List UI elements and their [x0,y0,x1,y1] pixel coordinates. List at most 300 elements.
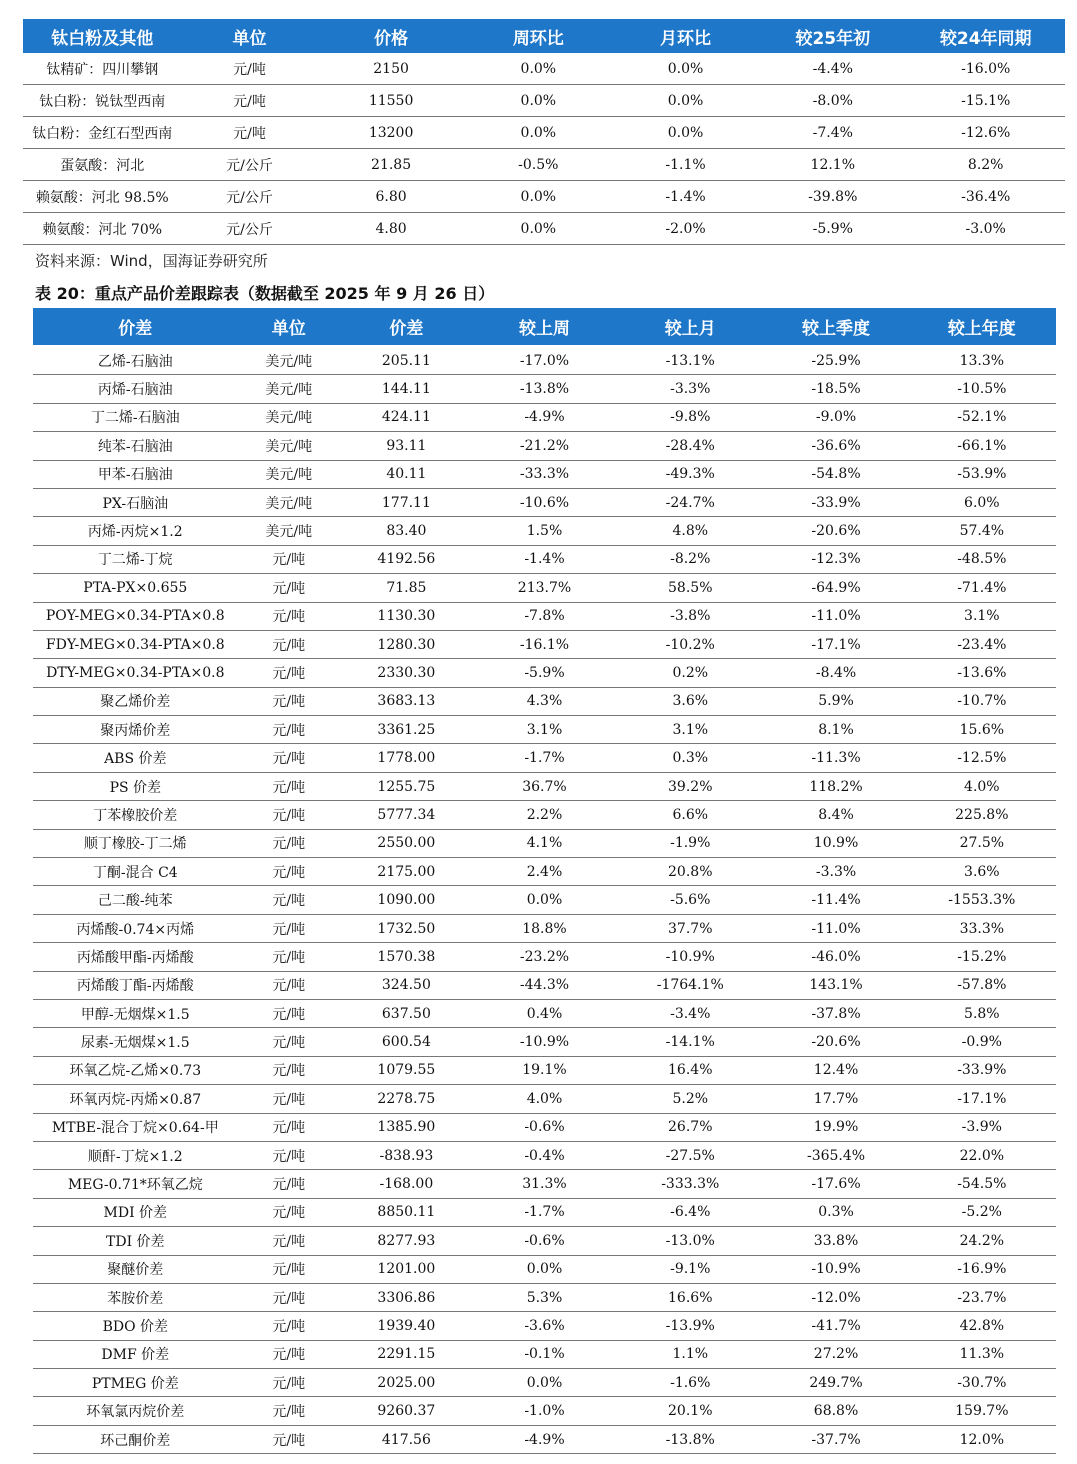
table-cell: 元/吨 [238,574,340,602]
column-header: 较24年同期 [906,19,1065,53]
column-header: 价差 [33,308,238,346]
table-row [23,53,1065,85]
price-spread-table [33,308,1056,1454]
column-header: 钛白粉及其他 [23,19,182,53]
table-cell: -71.4% [908,574,1056,602]
table-cell: 8.4% [764,801,907,829]
table-cell: 118.2% [764,772,907,800]
table-cell: 钛白粉：金红石型西南 [23,117,182,149]
table-cell: 27.2% [764,1340,907,1368]
table-row [23,149,1065,181]
table-cell: 1255.75 [340,772,473,800]
table-row [33,659,1056,687]
table-cell: 177.11 [340,488,473,516]
table-cell: 环氧乙烷-乙烯×0.73 [33,1056,238,1084]
table-cell: 元/吨 [238,1255,340,1283]
table-row [33,687,1056,715]
table-cell: -11.3% [764,744,907,772]
table-cell: 丙烯酸甲酯-丙烯酸 [33,943,238,971]
table-row [23,181,1065,213]
table-cell: -0.6% [473,1227,616,1255]
table-cell: 71.85 [340,574,473,602]
table-cell: 18.8% [473,914,616,942]
column-header: 月环比 [612,19,759,53]
table-row [33,403,1056,431]
table-cell: 424.11 [340,403,473,431]
table-cell: 丁二烯-丁烷 [33,545,238,573]
table-cell: 20.1% [616,1397,764,1425]
table-cell: 元/吨 [238,1056,340,1084]
table-cell: 19.1% [473,1056,616,1084]
table-cell: -3.0% [906,213,1065,245]
table-cell: 324.50 [340,971,473,999]
column-header: 较上周 [473,308,616,346]
table-cell: -1.7% [473,744,616,772]
table-cell: MEG-0.71*环氧乙烷 [33,1170,238,1198]
column-header: 较上年度 [908,308,1056,346]
table-row [33,517,1056,545]
table-cell: 2550.00 [340,829,473,857]
table-cell: 13200 [317,117,464,149]
table-header-row [23,19,1065,53]
table-cell: -10.9% [473,1028,616,1056]
table-cell: 4.0% [908,772,1056,800]
table-cell: 4.3% [473,687,616,715]
table-row [33,716,1056,744]
table-cell: 赖氨酸：河北 70% [23,213,182,245]
table-cell: -17.6% [764,1170,907,1198]
table-cell: -30.7% [908,1369,1056,1397]
table-cell: -1.6% [616,1369,764,1397]
table-cell: 20.8% [616,858,764,886]
table-cell: 元/公斤 [182,149,318,181]
table-cell: -44.3% [473,971,616,999]
table-row [33,432,1056,460]
table-row [33,488,1056,516]
table-cell: -333.3% [616,1170,764,1198]
table-cell: MDI 价差 [33,1198,238,1226]
table-cell: -33.9% [764,488,907,516]
table-cell: 21.85 [317,149,464,181]
column-header: 价格 [317,19,464,53]
table-row [33,1113,1056,1141]
table-cell: -2.0% [612,213,759,245]
table-cell: 225.8% [908,801,1056,829]
table-cell: 元/吨 [238,659,340,687]
table-cell: -365.4% [764,1141,907,1169]
table-cell: 0.0% [612,85,759,117]
table-cell: 0.3% [764,1198,907,1226]
table-cell: 9260.37 [340,1397,473,1425]
table-row [33,574,1056,602]
table-cell: -1.7% [473,1198,616,1226]
table-cell: 33.8% [764,1227,907,1255]
table-row [33,829,1056,857]
column-header: 周环比 [465,19,612,53]
table-cell: -16.9% [908,1255,1056,1283]
table-cell: -1.4% [473,545,616,573]
table-cell: 5.8% [908,999,1056,1027]
table-row [33,1227,1056,1255]
table-cell: -3.3% [616,375,764,403]
table-cell: -21.2% [473,432,616,460]
table-cell: MTBE-混合丁烷×0.64-甲 [33,1113,238,1141]
table-cell: 12.1% [759,149,906,181]
table-cell: 68.8% [764,1397,907,1425]
table-row [33,346,1056,375]
table-cell: -5.2% [908,1198,1056,1226]
table-cell: 249.7% [764,1369,907,1397]
titanium-dioxide-price-table [23,19,1065,245]
table-cell: 12.4% [764,1056,907,1084]
table-cell: 0.0% [465,117,612,149]
table-cell: 3306.86 [340,1283,473,1311]
table-cell: -168.00 [340,1170,473,1198]
table-cell: 3.6% [908,858,1056,886]
table-cell: -33.3% [473,460,616,488]
table-cell: 美元/吨 [238,432,340,460]
table-cell: -838.93 [340,1141,473,1169]
table-cell: 元/吨 [238,1312,340,1340]
table-cell: -3.8% [616,602,764,630]
table-cell: 8277.93 [340,1227,473,1255]
table-cell: 元/公斤 [182,213,318,245]
table-cell: 元/吨 [238,602,340,630]
table-cell: -11.0% [764,602,907,630]
table-cell: 19.9% [764,1113,907,1141]
table-cell: -12.0% [764,1283,907,1311]
table-header-row [33,308,1056,346]
table-cell: 蛋氨酸：河北 [23,149,182,181]
table-cell: -1.0% [473,1397,616,1425]
table-cell: 159.7% [908,1397,1056,1425]
table-cell: 1280.30 [340,630,473,658]
table-row [33,914,1056,942]
table-cell: -12.3% [764,545,907,573]
table-cell: -3.4% [616,999,764,1027]
table-row [33,602,1056,630]
table-cell: 5.3% [473,1283,616,1311]
table-cell: 己二酸-纯苯 [33,886,238,914]
table-cell: -11.4% [764,886,907,914]
table-cell: 元/吨 [238,914,340,942]
table-cell: 元/吨 [238,1369,340,1397]
table-cell: -16.0% [906,53,1065,85]
table-cell: -13.0% [616,1227,764,1255]
table-cell: 3.1% [908,602,1056,630]
table-cell: 0.0% [465,181,612,213]
table-cell: -49.3% [616,460,764,488]
table-cell: -23.4% [908,630,1056,658]
table-cell: 3.6% [616,687,764,715]
table-cell: 0.2% [616,659,764,687]
table-cell: 苯胺价差 [33,1283,238,1311]
table-cell: 1939.40 [340,1312,473,1340]
table-cell: 元/吨 [238,1028,340,1056]
table-cell: -8.2% [616,545,764,573]
table-cell: -48.5% [908,545,1056,573]
table-cell: TDI 价差 [33,1227,238,1255]
table-cell: -28.4% [616,432,764,460]
table-cell: 元/吨 [238,1141,340,1169]
table-cell: -0.4% [473,1141,616,1169]
table-cell: 元/吨 [238,801,340,829]
table-cell: 15.6% [908,716,1056,744]
table-row [33,1028,1056,1056]
table-cell: -6.4% [616,1198,764,1226]
table-cell: 58.5% [616,574,764,602]
table-cell: 顺丁橡胶-丁二烯 [33,829,238,857]
table-cell: 2330.30 [340,659,473,687]
table-row [33,630,1056,658]
table-cell: 33.3% [908,914,1056,942]
table-cell: -9.8% [616,403,764,431]
table-cell: 5.2% [616,1085,764,1113]
table-row [33,858,1056,886]
table-cell: 元/公斤 [182,181,318,213]
table-cell: -17.1% [908,1085,1056,1113]
table-cell: -46.0% [764,943,907,971]
table-cell: 元/吨 [238,999,340,1027]
table-row [33,1312,1056,1340]
table-cell: -18.5% [764,375,907,403]
table-cell: 0.0% [465,53,612,85]
table-cell: -10.9% [616,943,764,971]
table-cell: 环己酮价差 [33,1425,238,1453]
table-cell: -8.4% [764,659,907,687]
table-cell: 57.4% [908,517,1056,545]
table-row [33,1397,1056,1425]
table-cell: 2175.00 [340,858,473,886]
table-row [33,772,1056,800]
table-cell: -12.6% [906,117,1065,149]
table-cell: 元/吨 [238,1397,340,1425]
table-row [33,1141,1056,1169]
table-cell: -15.1% [906,85,1065,117]
table-cell: 17.7% [764,1085,907,1113]
table-cell: 甲醇-无烟煤×1.5 [33,999,238,1027]
table-cell: 417.56 [340,1425,473,1453]
table-cell: -54.8% [764,460,907,488]
table-cell: 1201.00 [340,1255,473,1283]
table-cell: 丁苯橡胶价差 [33,801,238,829]
table-cell: -9.0% [764,403,907,431]
table-cell: 0.0% [612,117,759,149]
table-cell: -23.7% [908,1283,1056,1311]
table-cell: 637.50 [340,999,473,1027]
table-cell: 42.8% [908,1312,1056,1340]
table-row [33,375,1056,403]
table-cell: 元/吨 [182,53,318,85]
table-cell: 13.3% [908,346,1056,375]
table-cell: 元/吨 [238,772,340,800]
table-cell: -25.9% [764,346,907,375]
table-cell: 1090.00 [340,886,473,914]
table-cell: 环氧丙烷-丙烯×0.87 [33,1085,238,1113]
table-cell: 元/吨 [238,1113,340,1141]
table-cell: 26.7% [616,1113,764,1141]
table-cell: 元/吨 [238,630,340,658]
table-cell: -1764.1% [616,971,764,999]
table-cell: DMF 价差 [33,1340,238,1368]
table-cell: -0.9% [908,1028,1056,1056]
table-cell: 2.2% [473,801,616,829]
table-cell: 6.6% [616,801,764,829]
table-cell: -0.1% [473,1340,616,1368]
table-cell: -3.6% [473,1312,616,1340]
table-cell: 0.0% [473,1369,616,1397]
table-cell: 丁二烯-石脑油 [33,403,238,431]
table-cell: 元/吨 [238,1227,340,1255]
table-cell: 6.0% [908,488,1056,516]
table-cell: 元/吨 [238,1170,340,1198]
table-cell: 40.11 [340,460,473,488]
table-row [23,117,1065,149]
table-cell: -13.6% [908,659,1056,687]
table-cell: -54.5% [908,1170,1056,1198]
table-cell: 4.8% [616,517,764,545]
table-cell: 8850.11 [340,1198,473,1226]
table-cell: -20.6% [764,517,907,545]
table-cell: 2.4% [473,858,616,886]
table-cell: -4.9% [473,403,616,431]
table-cell: -4.4% [759,53,906,85]
table-cell: -10.2% [616,630,764,658]
table-cell: -13.9% [616,1312,764,1340]
table-row [33,886,1056,914]
table-cell: 尿素-无烟煤×1.5 [33,1028,238,1056]
table-cell: PTMEG 价差 [33,1369,238,1397]
table-row [33,1056,1056,1084]
table-cell: -3.3% [764,858,907,886]
table-cell: 2291.15 [340,1340,473,1368]
table-cell: 元/吨 [238,971,340,999]
table-cell: 聚丙烯价差 [33,716,238,744]
table-cell: 环氧氯丙烷价差 [33,1397,238,1425]
table-cell: -10.9% [764,1255,907,1283]
table-row [33,460,1056,488]
table-cell: 美元/吨 [238,403,340,431]
table-cell: -17.0% [473,346,616,375]
column-header: 价差 [340,308,473,346]
table-cell: 元/吨 [238,943,340,971]
source-note: 资料来源：Wind，国海证券研究所 [35,252,268,270]
table-cell: DTY-MEG×0.34-PTA×0.8 [33,659,238,687]
table-cell: 1.1% [616,1340,764,1368]
table-cell: -11.0% [764,914,907,942]
table-row [33,1255,1056,1283]
table-cell: 0.0% [473,1255,616,1283]
table-cell: -20.6% [764,1028,907,1056]
table-cell: 丁酮-混合 C4 [33,858,238,886]
column-header: 较上季度 [764,308,907,346]
table-cell: 顺酐-丁烷×1.2 [33,1141,238,1169]
table-cell: -66.1% [908,432,1056,460]
table-cell: -4.9% [473,1425,616,1453]
table-cell: 22.0% [908,1141,1056,1169]
table-row [33,1198,1056,1226]
table-cell: 元/吨 [238,1085,340,1113]
table-cell: 元/吨 [238,886,340,914]
table-cell: 0.3% [616,744,764,772]
table-cell: 钛白粉：锐钛型西南 [23,85,182,117]
table-cell: -12.5% [908,744,1056,772]
table-cell: -7.8% [473,602,616,630]
table-cell: 4.80 [317,213,464,245]
table-cell: -27.5% [616,1141,764,1169]
table-cell: 聚醚价差 [33,1255,238,1283]
table-row [33,1085,1056,1113]
table-row [33,1425,1056,1453]
table-cell: PS 价差 [33,772,238,800]
column-header: 单位 [238,308,340,346]
table-cell: 11550 [317,85,464,117]
table-cell: -1.4% [612,181,759,213]
table-row [33,943,1056,971]
table-cell: PX-石脑油 [33,488,238,516]
table-cell: 3683.13 [340,687,473,715]
table-cell: 美元/吨 [238,375,340,403]
table-cell: 4.0% [473,1085,616,1113]
table-cell: 36.7% [473,772,616,800]
table-cell: 11.3% [908,1340,1056,1368]
table-cell: -37.7% [764,1425,907,1453]
table-cell: 1732.50 [340,914,473,942]
table-cell: 1570.38 [340,943,473,971]
table-cell: 美元/吨 [238,488,340,516]
table-cell: 元/吨 [238,687,340,715]
table-cell: 钛精矿：四川攀钢 [23,53,182,85]
table-cell: 39.2% [616,772,764,800]
table-cell: 元/吨 [238,1198,340,1226]
table-cell: 3361.25 [340,716,473,744]
table-cell: 元/吨 [238,744,340,772]
table-cell: -5.6% [616,886,764,914]
table-cell: 0.0% [473,886,616,914]
table-cell: 丙烯-丙烷×1.2 [33,517,238,545]
table-cell: 24.2% [908,1227,1056,1255]
table-cell: 10.9% [764,829,907,857]
table-cell: 6.80 [317,181,464,213]
table-cell: 143.1% [764,971,907,999]
table-row [33,801,1056,829]
column-header: 较25年初 [759,19,906,53]
table-cell: -39.8% [759,181,906,213]
table-cell: POY-MEG×0.34-PTA×0.8 [33,602,238,630]
table-cell: 2150 [317,53,464,85]
table-cell: -10.5% [908,375,1056,403]
table-cell: -0.6% [473,1113,616,1141]
table-cell: 1.5% [473,517,616,545]
table-cell: 4.1% [473,829,616,857]
table-cell: 83.40 [340,517,473,545]
table-cell: 8.1% [764,716,907,744]
table-cell: -3.9% [908,1113,1056,1141]
table-cell: -10.7% [908,687,1056,715]
table-cell: -1.9% [616,829,764,857]
table-cell: -9.1% [616,1255,764,1283]
table-cell: 3.1% [473,716,616,744]
table-cell: 144.11 [340,375,473,403]
table-cell: FDY-MEG×0.34-PTA×0.8 [33,630,238,658]
table-cell: -15.2% [908,943,1056,971]
table-cell: 丙烯-石脑油 [33,375,238,403]
table-row [33,1340,1056,1368]
table-cell: 元/吨 [238,858,340,886]
table-cell: 12.0% [908,1425,1056,1453]
table-cell: -64.9% [764,574,907,602]
table-cell: -10.6% [473,488,616,516]
